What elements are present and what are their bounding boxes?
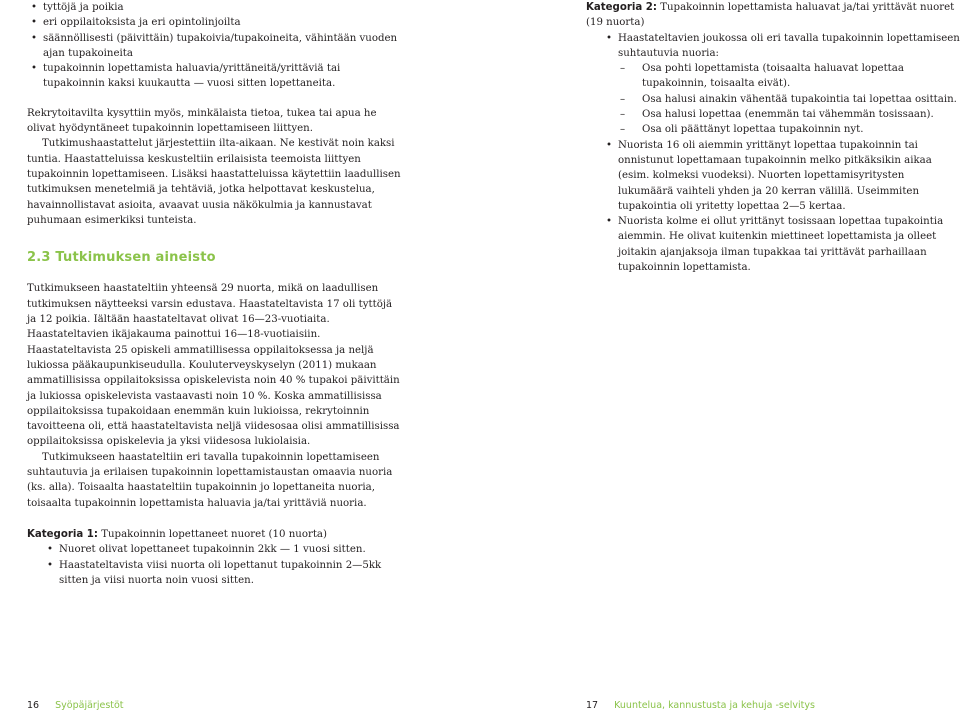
list-item: • Nuorista kolme ei ollut yrittänyt tosissaan lopettaa tupakointia aiemmin. He olivat kuitenkin miettineet lopettamista ja olleet joitakin ajanjaksoja ilman tupakkaa tai yrittävät parhaillaan tupakoinnin lopettamista. [586,214,960,275]
dash-item: – Osa halusi lopettaa (enemmän tai vähemmän tosissaan). [586,107,960,122]
paragraph-aineisto-2: Tutkimukseen haastateltiin eri tavalla tupakoinnin lopettamiseen suhtautuvia ja erilaisen tupakoinnin lopettamistaustan omaavia nuoria (ks. alla). Toisaalta haastateltiin tupakoinnin jo lopettaneita nuoria, toisaalta tupakoinnin lopettamista haluavia ja/tai yrittäviä nuoria. [27,451,393,509]
left-column [27,0,403,588]
footer-left [27,698,124,713]
kategoria-1-list [27,542,403,588]
recruitment-criteria-list [27,0,403,92]
page-number-left: 16 [27,700,40,711]
section-heading: 2.3 Tutkimuksen aineisto [27,250,216,266]
paragraph-rekrytointi: Rekrytoitavilta kysyttiin myös, minkälaista tietoa, tukea tai apua he olivat hyödyntäneet tupakoinnin lopettamiseen liittyen. [27,107,377,135]
list-item: • tyttöjä ja poikia [27,0,403,15]
kategoria-2-text: Tupakoinnin lopettamista haluavat ja/tai yrittävät nuoret (19 nuorta) [586,2,955,29]
paragraph-haastattelut: Tutkimushaastattelut järjestettiin ilta-aikaan. Ne kestivät noin kaksi tuntia. Haastatteluissa keskusteltiin erilaisista teemoista liittyen tupakoinnin lopettamiseen. Lisäksi haastatteluissa käytettiin laadullisen tutkimuksen menetelmiä ja tehtäviä, jotka helpottavat keskustelua, havainnollistavat asioita, avaavat uusia näkökulmia ja kannustavat puhumaan esimerkiksi tunteista. [27,138,401,226]
list-item: • eri oppilaitoksista ja eri opintolinjoilta [27,15,403,30]
list-item-text: Haastateltavien joukossa oli eri tavalla tupakoinnin lopettamiseen suhtautuvia nuoria: [618,32,960,59]
kategoria-2-heading [586,0,960,31]
kategoria-2-list-rest [586,138,960,276]
footer-title-right: Kuuntelua, kannustusta ja kehuja -selvitys [614,700,815,711]
footer-right [586,698,815,713]
list-item: • tupakoinnin lopettamista haluavia/yrittäneitä/yrittäviä tai tupakoinnin kaksi kuukautta — vuosi sitten lopettaneita. [27,61,403,92]
list-item [586,31,960,62]
dash-item: – Osa pohti lopettamista (toisaalta haluavat lopettaa tupakoinnin, toisaalta eivät). [586,61,960,92]
attitude-dash-list [586,61,960,137]
kategoria-1-heading [27,527,403,542]
list-item: • Haastateltavista viisi nuorta oli lopettanut tupakoinnin 2—5kk sitten ja viisi nuorta noin vuosi sitten. [27,558,403,589]
list-item: • Nuoret olivat lopettaneet tupakoinnin 2kk — 1 vuosi sitten. [27,542,403,557]
footer-title-left: Syöpäjärjestöt [55,700,124,711]
dash-item: – Osa oli päättänyt lopettaa tupakoinnin nyt. [586,122,960,137]
page-number-right: 17 [586,700,599,711]
dash-item: – Osa halusi ainakin vähentää tupakointia tai lopettaa osittain. [586,92,960,107]
list-item: • Nuorista 16 oli aiemmin yrittänyt lopettaa tupakoinnin tai onnistunut lopettamaan tupakoinnin melko pitkäksikin aikaa (esim. kolmeksi vuodeksi). Nuorten lopettamisyritysten lukumäärä vaihteli yhden ja 20 kerran välillä. Useimmiten tupakointia oli yritetty lopettaa 2—5 kertaa. [586,138,960,214]
kategoria-2-label: Kategoria 2: [586,2,657,13]
kategoria-1-label: Kategoria 1: [27,528,98,540]
kategoria-1-text: Tupakoinnin lopettaneet nuoret (10 nuorta) [97,528,327,540]
paragraph-aineisto: Tutkimukseen haastateltiin yhteensä 29 nuorta, mikä on laadullisen tutkimuksen näytteeksi varsin edustava. Haastateltavista 17 oli tyttöjä ja 12 poikia. Iältään haastateltavat olivat 16—23-vuotiaita. Haastateltavien ikäjakauma painottui 16—18-vuotiaisiin. Haastateltavista 25 opiskeli ammatillisessa oppilaitoksessa ja neljä lukiossa pääkaupunkiseudulla. Kouluterveyskyselyn (2011) mukaan ammatillisissa oppilaitoksissa opiskelevista noin 40 % tupakoi päivittäin ja lukiossa opiskelevista vastaavasti noin 10 %. Koska ammatillisissa oppilaitoksissa tupakoidaan enemmän kuin lukioissa, rekrytoinnin tavoitteena oli, että haastateltavista neljä viidesosaa olisi ammatillisissa oppilaitoksissa opiskelevia ja yksi viidesosa lukiolaisia. [27,283,400,448]
list-item: • säännöllisesti (päivittäin) tupakoivia/tupakoineita, vähintään vuoden ajan tupakoineita [27,31,403,62]
kategoria-2-list [586,31,960,62]
right-column [586,0,960,275]
